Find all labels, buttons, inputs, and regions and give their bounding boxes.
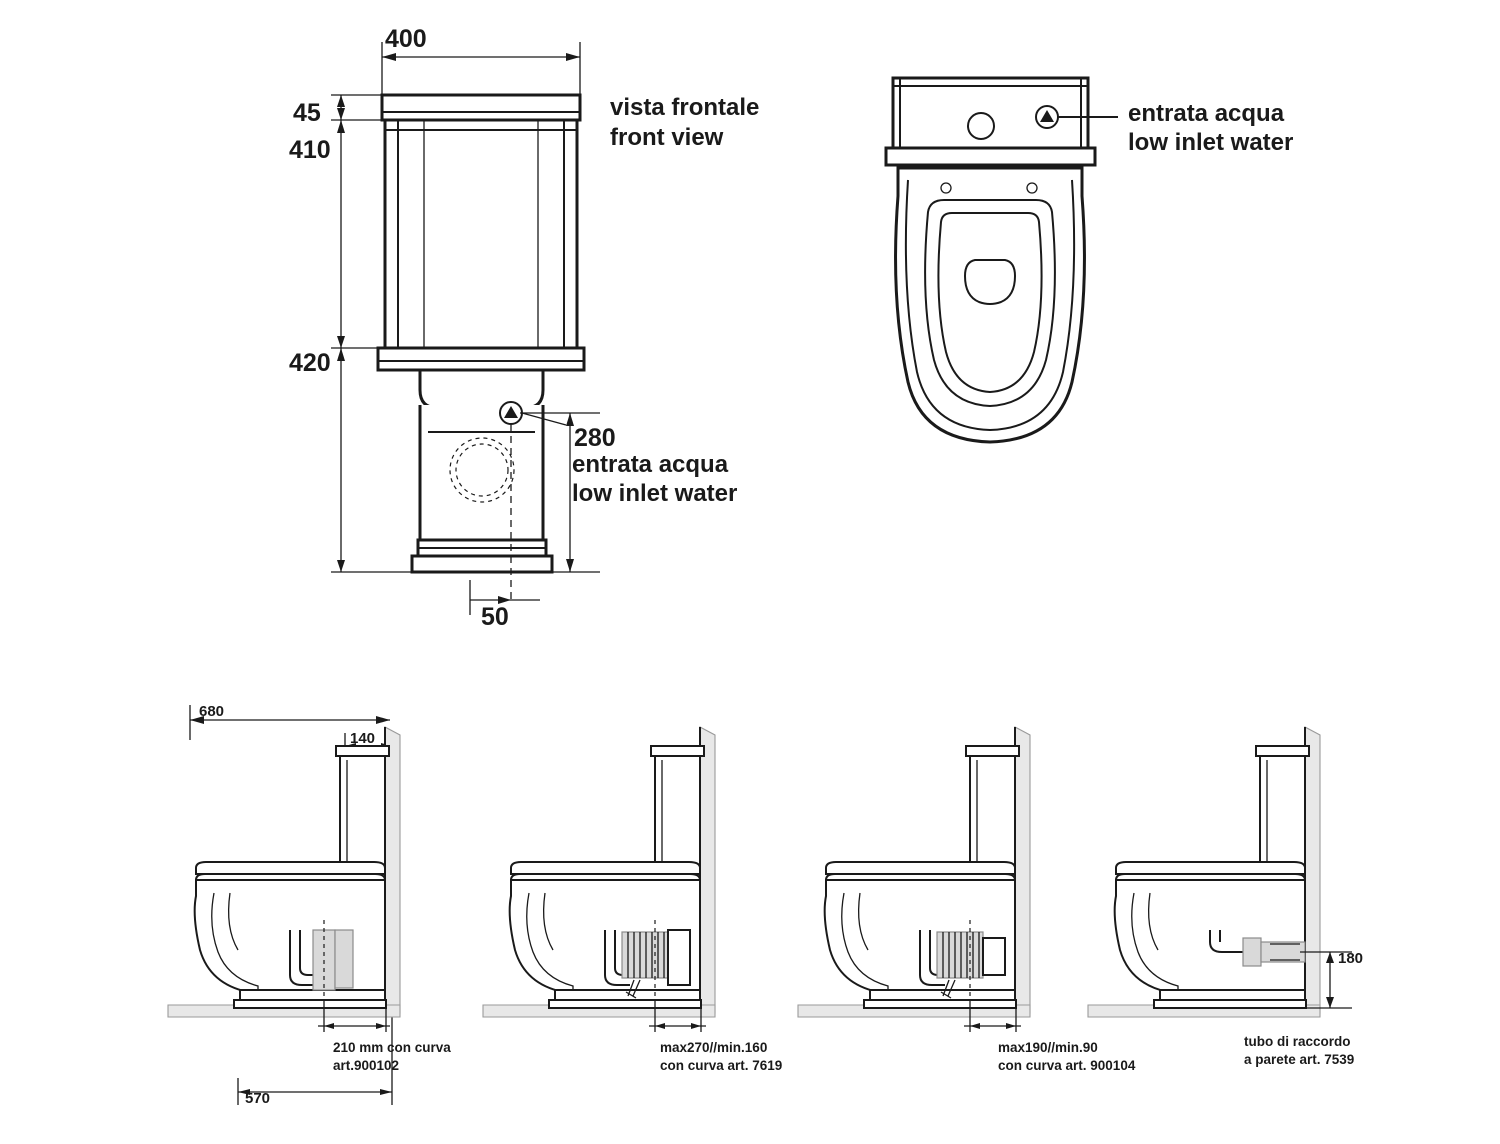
front-view-caption-it: vista frontale [610,94,760,121]
dim-bowl-420: 420 [289,349,331,377]
front-view-caption-en: front view [610,124,724,151]
bellows-connector-3 [937,932,983,978]
side-view-variant-4 [1088,727,1352,1017]
variant-2-line2: con curva art. 7619 [660,1058,783,1073]
variant-3-line2: con curva art. 900104 [998,1058,1136,1073]
top-view-group [886,78,1118,442]
dim-width-400: 400 [385,25,427,53]
bellows-connector [622,932,668,978]
top-inlet-note-en: low inlet water [1128,129,1294,156]
dim-cistern-140: 140 [350,730,376,747]
dim-inlet-280: 280 [574,424,616,452]
dim-base-50: 50 [481,603,509,631]
front-inlet-note-it: entrata acqua [572,451,729,478]
dim-cistern-410: 410 [289,136,331,164]
top-inlet-note-it: entrata acqua [1128,100,1285,127]
variant-4-line2: a parete art. 7539 [1244,1052,1355,1067]
variant-1-line2: art.900102 [333,1058,400,1073]
dim-lid-45: 45 [293,99,321,127]
front-inlet-note-en: low inlet water [572,480,738,507]
variant-2-line1: max270//min.160 [660,1040,768,1055]
variant-4-line1: tubo di raccordo [1244,1034,1351,1049]
variant-3-line1: max190//min.90 [998,1040,1098,1055]
variant-1-line1: 210 mm con curva [333,1040,451,1055]
side-view-variant-1 [168,727,400,1032]
side-view-variant-3 [798,727,1030,1032]
dim-depth-680: 680 [199,703,225,720]
front-view-group [331,42,600,615]
dim-outlet-180: 180 [1338,950,1364,967]
side-view-variant-2 [483,727,715,1032]
dim-base-570: 570 [245,1090,271,1107]
